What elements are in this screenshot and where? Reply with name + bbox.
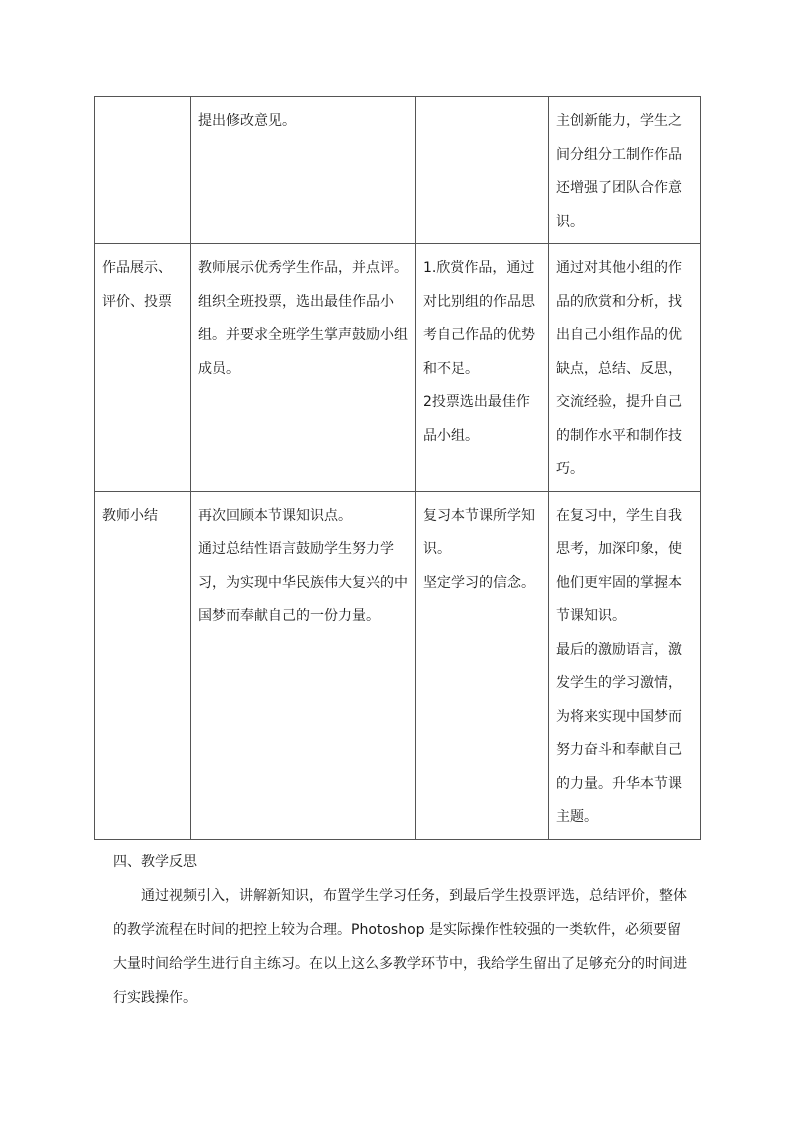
- reflection-section: [113, 845, 693, 1015]
- student-activity-cell: [416, 244, 549, 492]
- step-cell: [95, 491, 191, 839]
- cell-paragraph: 教师展示优秀学生作品，并点评。组织全班投票，选出最佳作品小组。并要求全班学生掌声鼓励小组成员。: [198, 260, 408, 377]
- step-cell: [95, 97, 191, 244]
- teacher-activity-cell: [191, 97, 416, 244]
- cell-paragraph: 通过对其他小组的作品的欣赏和分析，找出自己小组作品的优缺点，总结、反思，交流经验，提升自己的制作水平和制作技巧。: [556, 260, 682, 477]
- cell-paragraph: 主创新能力，学生之间分组分工制作作品还增强了团队合作意识。: [556, 113, 682, 230]
- cell-paragraph: 最后的激励语言，激发学生的学习激情，为将来实现中国梦而努力奋斗和奉献自己的力量。升华本节课主题。: [556, 641, 682, 825]
- teacher-activity-cell: [191, 244, 416, 492]
- cell-paragraph: 2投票选出最佳作品小组。: [423, 394, 530, 444]
- design-intent-cell: [549, 491, 701, 839]
- table-row: [95, 97, 701, 244]
- step-cell: [95, 244, 191, 492]
- design-intent-cell: [549, 97, 701, 244]
- cell-paragraph: 提出修改意见。: [198, 113, 296, 129]
- section-heading: 四、教学反思: [113, 854, 197, 870]
- student-activity-cell: [416, 97, 549, 244]
- student-activity-cell: [416, 491, 549, 839]
- cell-paragraph: 再次回顾本节课知识点。: [198, 507, 352, 524]
- cell-paragraph: 作品展示、评价、投票: [102, 260, 172, 310]
- cell-paragraph: 通过总结性语言鼓励学生努力学习，为实现中华民族伟大复兴的中国梦而奉献自己的一份力量。: [198, 541, 408, 624]
- cell-paragraph: 坚定学习的信念。: [423, 574, 535, 591]
- cell-paragraph: 1.欣赏作品，通过对比别组的作品思考自己作品的优势和不足。: [423, 260, 535, 377]
- table-row: [95, 244, 701, 492]
- cell-paragraph: 教师小结: [102, 507, 158, 524]
- cell-paragraph: 复习本节课所学知识。: [423, 507, 535, 557]
- cell-paragraph: 在复习中，学生自我思考，加深印象，使他们更牢固的掌握本节课知识。: [556, 507, 682, 624]
- lesson-plan-table: [94, 96, 701, 840]
- section-paragraph: 通过视频引入，讲解新知识，布置学生学习任务，到最后学生投票评选，总结评价，整体的教学流程在时间的把控上较为合理。Photoshop 是实际操作性较强的一类软件，必须要留大量时间给学生进行自主练习。在以上这么多教学环节中，我给学生留出了足够充分的时间进行实践操作。: [113, 888, 687, 1006]
- design-intent-cell: [549, 244, 701, 492]
- teacher-activity-cell: [191, 491, 416, 839]
- table-row: [95, 491, 701, 839]
